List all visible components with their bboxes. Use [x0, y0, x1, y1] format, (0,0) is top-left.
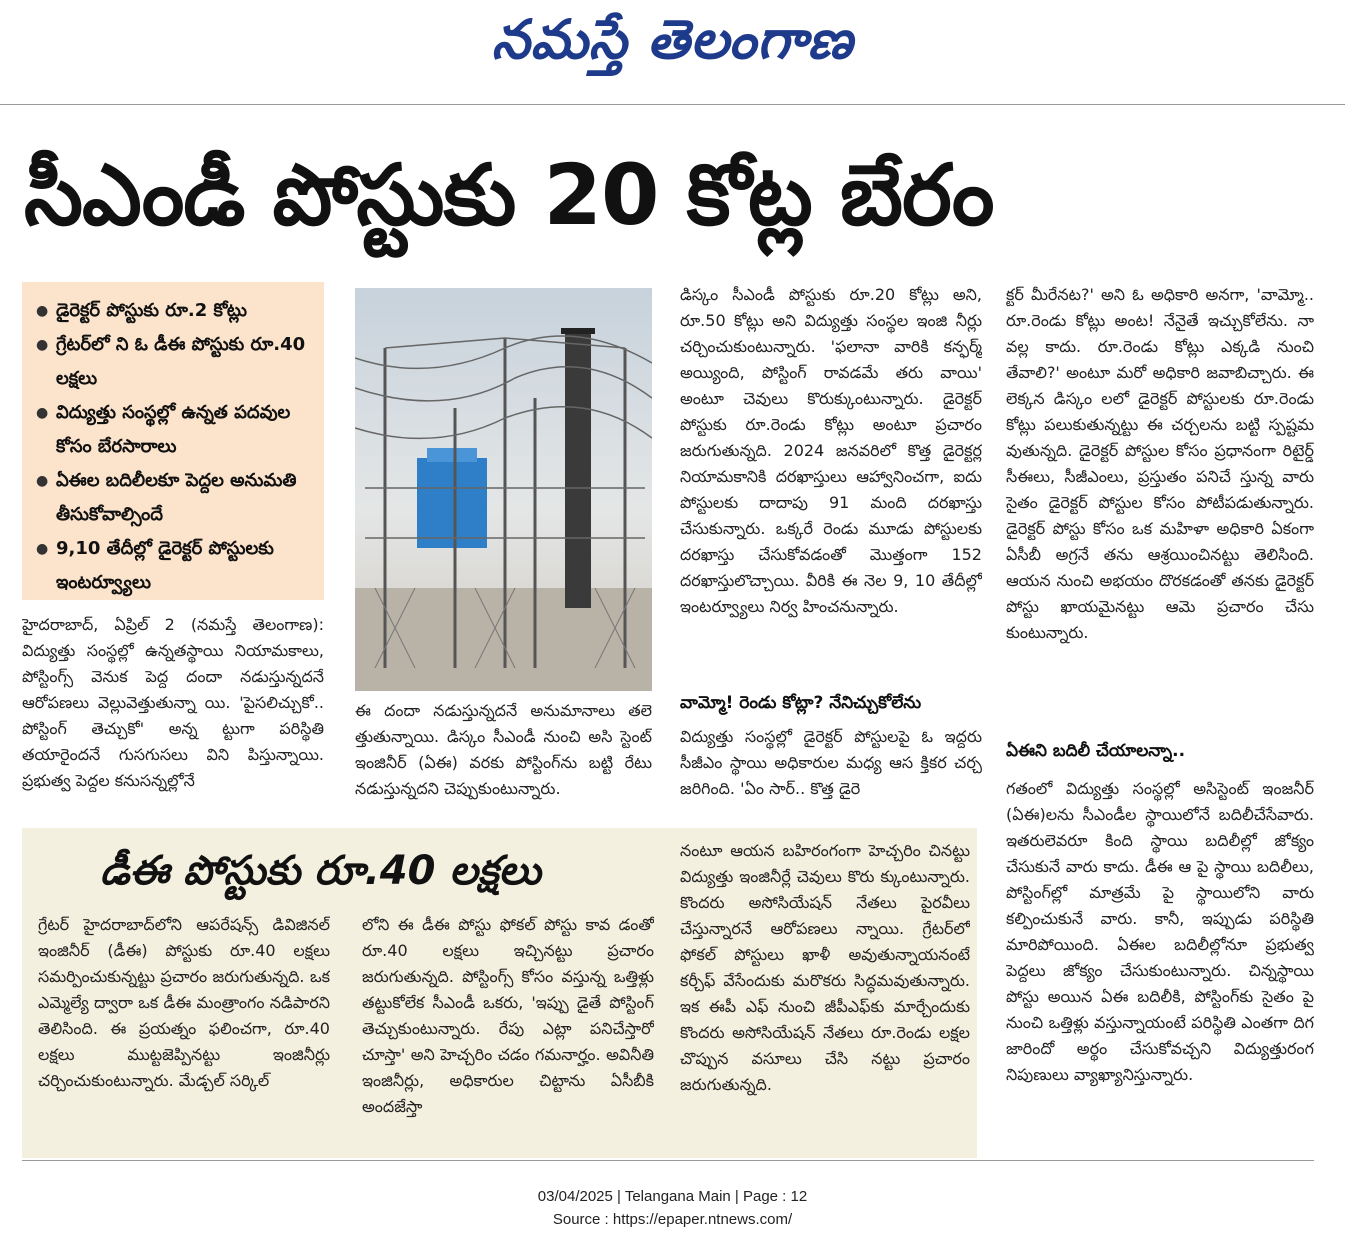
- article-column-3: డిస్కం సీఎండీ పోస్టుకు రూ.20 కోట్లు అని, రూ.50 కోట్లు అని విద్యుత్తు సంస్థల ఇంజి నీర్లు చర్చించుకుంటున్నారు. 'ఫలానా వారికి కన్ఫర్మ్ అయ్యింది, పోస్టింగ్ రావడమే తరు వాయి' అంటూ చెవులు కొరుక్కుంటున్నారు. డైరెక్టర్ పోస్టుకు రూ.రెండు కోట్లు అంటూ ప్రచారం జరుగుతున్నది. 2024 జనవరిలో కొత్త డైరెక్టర్ల నియామకానికి దరఖాస్తులు ఆహ్వానించగా, ఐదు పోస్టులకు దాదాపు 91 మంది దరఖాస్తు చేసుకున్నారు. ఒక్కరే రెండు మూడు పోస్టులకు దరఖాస్తు చేసుకోవడంతో మొత్తంగా 152 దరఖాస్తులొచ్చాయి. వీరికి ఈ నెల 9, 10 తేదీల్లో ఇంటర్వ్యూలు నిర్వ హించనున్నారు.: [680, 285, 982, 616]
- substation-photo: [355, 288, 652, 691]
- footer-divider: [22, 1160, 1314, 1161]
- de-column-1: గ్రేటర్ హైదరాబాద్‌లోని ఆపరేషన్స్ డివిజినల్ ఇంజినీర్ (డీఈ) పోస్టుకు రూ.40 లక్షలు సమర్పించుకున్నట్టు ప్రచారం జరుగుతున్నది. ఒక ఎమ్మెల్యే ద్వారా ఒక డీఈ మంత్రాంగం నడిపారని తెలిసింది. ఈ ప్రయత్నం ఫలించగా, రూ.40 లక్షలు ముట్టజెప్పినట్టు ఇంజినీర్లు చర్చించుకుంటున్నారు. మేడ్చల్ సర్కిల్: [38, 915, 330, 1090]
- article-column-4-continued: గతంలో విద్యుత్తు సంస్థల్లో అసిస్టెంట్ ఇంజనీర్ (ఏఈ)లను సీఎండీల స్థాయిలోనే బదిలీచేసేవారు. ఇతరులెవరూ కింది స్థాయి బదిలీల్లో జోక్యం చేసుకునే వారు కాదు. డీఈ ఆ పై స్థాయి బదిలీలు, పోస్టింగ్‌ల్లో మాత్రమే పై స్థాయిలోని వారు కల్పించుకునే వారు. కానీ, ఇప్పుడు పరిస్థితి మారిపోయింది. ఏఈల బదిలీల్లోనూ ప్రభుత్వ పెద్దలు జోక్యం చేసుకుంటున్నారు. చిన్నస్థాయి పోస్టు అయిన ఏఈ బదిలీకి, పోస్టింగ్‌కు సైతం పై నుంచి ఒత్తిళ్లు వస్తున్నాయంటే పరిస్థితి ఎంతగా దిగ జారిందో అర్థం చేసుకోవచ్చని విద్యుత్తురంగ నిపుణులు వ్యాఖ్యానిస్తున్నారు.: [1006, 779, 1314, 1084]
- footer-source: Source : https://epaper.ntnews.com/: [552, 1211, 793, 1228]
- de-column-3: నంటూ ఆయన బహిరంగంగా హెచ్చరిం చినట్టు విద్యుత్తు ఇంజినీర్లే చెవులు కొరు క్కుంటున్నారు. కొందరు అసోసియేషన్ నేతలు పైరవీలు చేస్తున్నారనే ఆరోపణలు న్నాయి. గ్రేటర్‌లో ఫోకల్ పోస్టులు ఖాళీ అవుతున్నాయనంటే కర్చీఫ్ వేసేందుకు మరొకరు సిద్ధమవుతున్నారు. ఇక ఈపీ ఎఫ్ నుంచి జీపీఎఫ్‌కు మార్చేందుకు కొందరు అసోసియేషన్ నేతలు రూ.రెండు లక్షల చొప్పున వసూలు చేసి నట్టు ప్రచారం జరుగుతున్నది.: [680, 841, 970, 1094]
- footer-date-edition: 03/04/2025 | Telangana Main | Page : 12: [537, 1188, 808, 1205]
- article-column-3-continued: విద్యుత్తు సంస్థల్లో డైరెక్టర్ పోస్టులపై ఓ ఇద్దరు సీజీఎం స్థాయి అధికారుల మధ్య ఆస క్తికర చర్చ జరిగింది. 'ఏం సార్.. కొత్త డైరె: [680, 727, 982, 798]
- headline: సీఎండీ పోస్టుకు 20 కోట్ల బేరం: [24, 146, 994, 244]
- highlight-item: ● 9,10 తేదీల్లో డైరెక్టర్ పోస్టులకు ఇంటర్వ్యూలు: [36, 532, 316, 600]
- highlight-item: ● ఏఈల బదిలీలకూ పెద్దల అనుమతి తీసుకోవాల్సిందే: [36, 464, 316, 532]
- de-column-2: లోని ఈ డీఈ పోస్టు ఫోకల్ పోస్టు కావ డంతో రూ.40 లక్షలు ఇచ్చినట్టు ప్రచారం జరుగుతున్నది. పోస్టింగ్స్ కోసం వస్తున్న ఒత్తిళ్లు తట్టుకోలేక సీఎండీ ఒకరు, 'ఇప్పు డైతే పోస్టింగ్ తెచ్చుకుంటున్నారు. రేపు ఎట్లా పనిచేస్తారో చూస్తా' అని హెచ్చరిం చడం గమనార్హం. అవినీతి ఇంజినీర్లు, అధికారుల చిట్టాను ఏసీబీకి అందజేస్తా: [362, 915, 654, 1116]
- masthead-divider: [0, 104, 1345, 105]
- subhead-two-crores: వామ్మో! రెండు కోట్లా? నేనిచ్చుకోలేను: [680, 693, 922, 713]
- highlight-item: ● గ్రేటర్‌లో ని ఓ డీఈ పోస్టుకు రూ.40 లక్షలు: [36, 328, 316, 396]
- subhead-ae-transfer: ఏఈని బదిలీ చేయాలన్నా..: [1006, 741, 1186, 761]
- highlight-item: ● విద్యుత్తు సంస్థల్లో ఉన్నత పదవుల కోసం బేరసారాలు: [36, 396, 316, 464]
- highlights-box: [22, 282, 324, 600]
- masthead-logo: నమస్తే తెలంగాణ: [491, 8, 854, 71]
- article-column-4: క్టర్ మీరేనట?' అని ఓ అధికారి అనగా, 'వామ్మో.. రూ.రెండు కోట్లు అంట! నేనైతే ఇచ్చుకోలేను. నా వల్ల కాదు. రూ.రెండు కోట్లు ఎక్కడి నుంచి తేవాలి?' అంటూ మరో అధికారి జవాబిచ్చారు. ఈ లెక్కన డిస్కం లలో డైరెక్టర్ పోస్టులకు రూ.రెండు కోట్లు పలుకుతున్నట్టు ఈ చర్చలను బట్టి స్పష్టమ వుతున్నది. డైరెక్టర్ పోస్టుల కోసం ప్రధానంగా రిటైర్డ్ సీఈలు, సీజీఎంలు, ప్రస్తుతం పనిచే స్తున్న వారు సైతం డైరెక్టర్ పోస్టుల కోసం పోటీపడుతున్నారు. డైరెక్టర్ పోస్టు కోసం ఒక మహిళా అధికారి ఏకంగా ఏసీబీ అగ్రనే తను ఆశ్రయించినట్టు తెలిసింది. ఆయన నుంచి అభయం దొరకడంతో తనకు డైరెక్టర్ పోస్టు ఖాయమైనట్టు ఆమె ప్రచారం చేసు కుంటున్నారు.: [1006, 285, 1314, 642]
- de-post-title: డీఈ పోస్టుకు రూ.40 లక్షలు: [100, 848, 541, 894]
- article-column-2: ఈ దందా నడుస్తున్నదనే అనుమానాలు తలె త్తుతున్నాయి. డిస్కం సీఎండీ నుంచి అసి స్టెంట్ ఇంజినీర్ (ఏఈ) వరకు పోస్టింగ్‌ను బట్టి రేటు నడుస్తున్నదని చెప్పుకుంటున్నారు.: [355, 701, 652, 798]
- highlight-item: ● డైరెక్టర్ పోస్టుకు రూ.2 కోట్లు: [36, 294, 316, 328]
- article-column-1: హైదరాబాద్, ఏప్రిల్ 2 (నమస్తే తెలంగాణ): విద్యుత్తు సంస్థల్లో ఉన్నతస్థాయి నియామకాలు, పోస్టింగ్స్ వెనుక పెద్ద దందా నడుస్తున్నదనే ఆరోపణలు వెల్లువెత్తుతున్నా యి. 'పైసలిచ్చుకో.. పోస్టింగ్ తెచ్చుకో' అన్న ట్టుగా పరిస్థితి తయారైందనే గుసగుసలు విని పిస్తున్నాయి. ప్రభుత్వ పెద్దల కనుసన్నల్లోనే: [22, 615, 324, 790]
